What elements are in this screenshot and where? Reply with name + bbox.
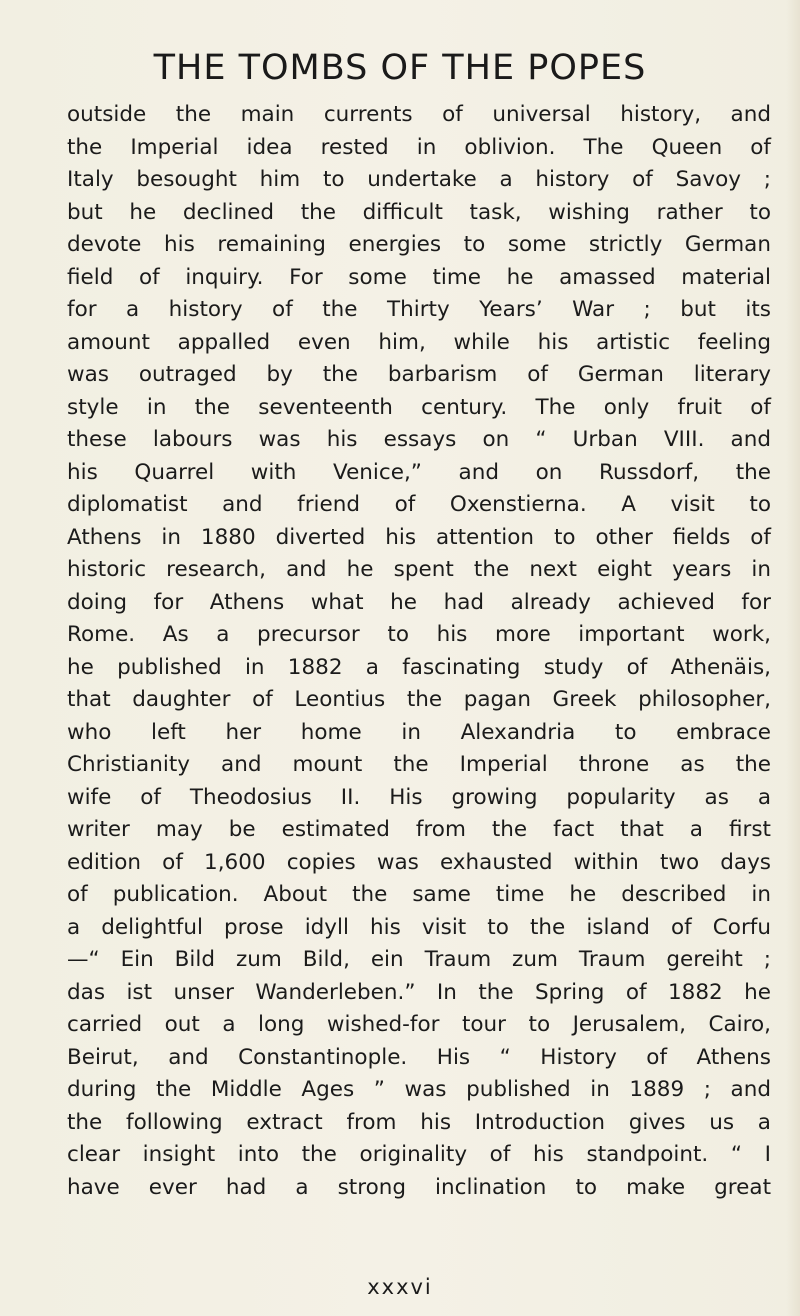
- text-line: carried out a long wished-for tour to Jerusalem, Cairo,: [67, 1012, 771, 1037]
- text-line: have ever had a strong inclination to make great: [67, 1174, 771, 1200]
- text-line: his Quarrel with Venice,” and on Russdorf, the: [67, 459, 771, 485]
- text-line: —“ Ein Bild zum Bild, ein Traum zum Traum gereiht ;: [67, 947, 771, 972]
- text-line: he published in 1882 a fascinating study of Athenäis,: [67, 654, 771, 680]
- text-line: outside the main currents of universal history, and: [67, 102, 771, 127]
- page-number: xxxvi: [367, 1275, 433, 1299]
- text-line: doing for Athens what he had already achieved for: [67, 589, 771, 615]
- text-line: during the Middle Ages ” was published in 1889 ; and: [67, 1077, 771, 1102]
- text-line: Christianity and mount the Imperial throne as the: [67, 752, 771, 777]
- text-line: for a history of the Thirty Years’ War ; but its: [67, 297, 771, 322]
- text-line: the following extract from his Introduction gives us a: [67, 1109, 771, 1135]
- text-line: clear insight into the originality of his standpoint. “ I: [67, 1142, 771, 1167]
- text-line: Beirut, and Constantinople. His “ History of Athens: [67, 1044, 771, 1070]
- text-line: a delightful prose idyll his visit to the island of Corfu: [67, 914, 771, 940]
- text-line: edition of 1,600 copies was exhausted within two days: [67, 849, 771, 875]
- text-line: historic research, and he spent the next eight years in: [67, 557, 771, 582]
- text-line: writer may be estimated from the fact that a first: [67, 817, 771, 842]
- running-head: THE TOMBS OF THE POPES: [153, 48, 647, 88]
- text-line: that daughter of Leontius the pagan Greek philosopher,: [67, 687, 771, 712]
- text-line: was outraged by the barbarism of German literary: [67, 362, 771, 387]
- text-line: style in the seventeenth century. The only fruit of: [67, 394, 771, 420]
- text-line: who left her home in Alexandria to embrace: [67, 719, 771, 745]
- text-line: Rome. As a precursor to his more important work,: [67, 622, 771, 647]
- text-line: amount appalled even him, while his artistic feeling: [67, 329, 771, 355]
- text-line: field of inquiry. For some time he amassed material: [67, 264, 771, 290]
- text-line: wife of Theodosius II. His growing popularity as a: [67, 784, 771, 810]
- text-line: these labours was his essays on “ Urban VIII. and: [67, 427, 771, 452]
- text-line: das ist unser Wanderleben.” In the Spring of 1882 he: [67, 979, 771, 1005]
- page-edge-shadow: [786, 0, 800, 1316]
- text-line: Italy besought him to undertake a history of Savoy ;: [67, 167, 771, 192]
- text-line: Athens in 1880 diverted his attention to other fields of: [67, 524, 771, 550]
- text-line: but he declined the difficult task, wishing rather to: [67, 199, 771, 225]
- text-line: of publication. About the same time he described in: [67, 882, 771, 907]
- text-line: diplomatist and friend of Oxenstierna. A visit to: [67, 492, 771, 517]
- body-text: [67, 99, 771, 1204]
- text-line: devote his remaining energies to some strictly German: [67, 232, 771, 257]
- text-line: the Imperial idea rested in oblivion. The Queen of: [67, 134, 771, 160]
